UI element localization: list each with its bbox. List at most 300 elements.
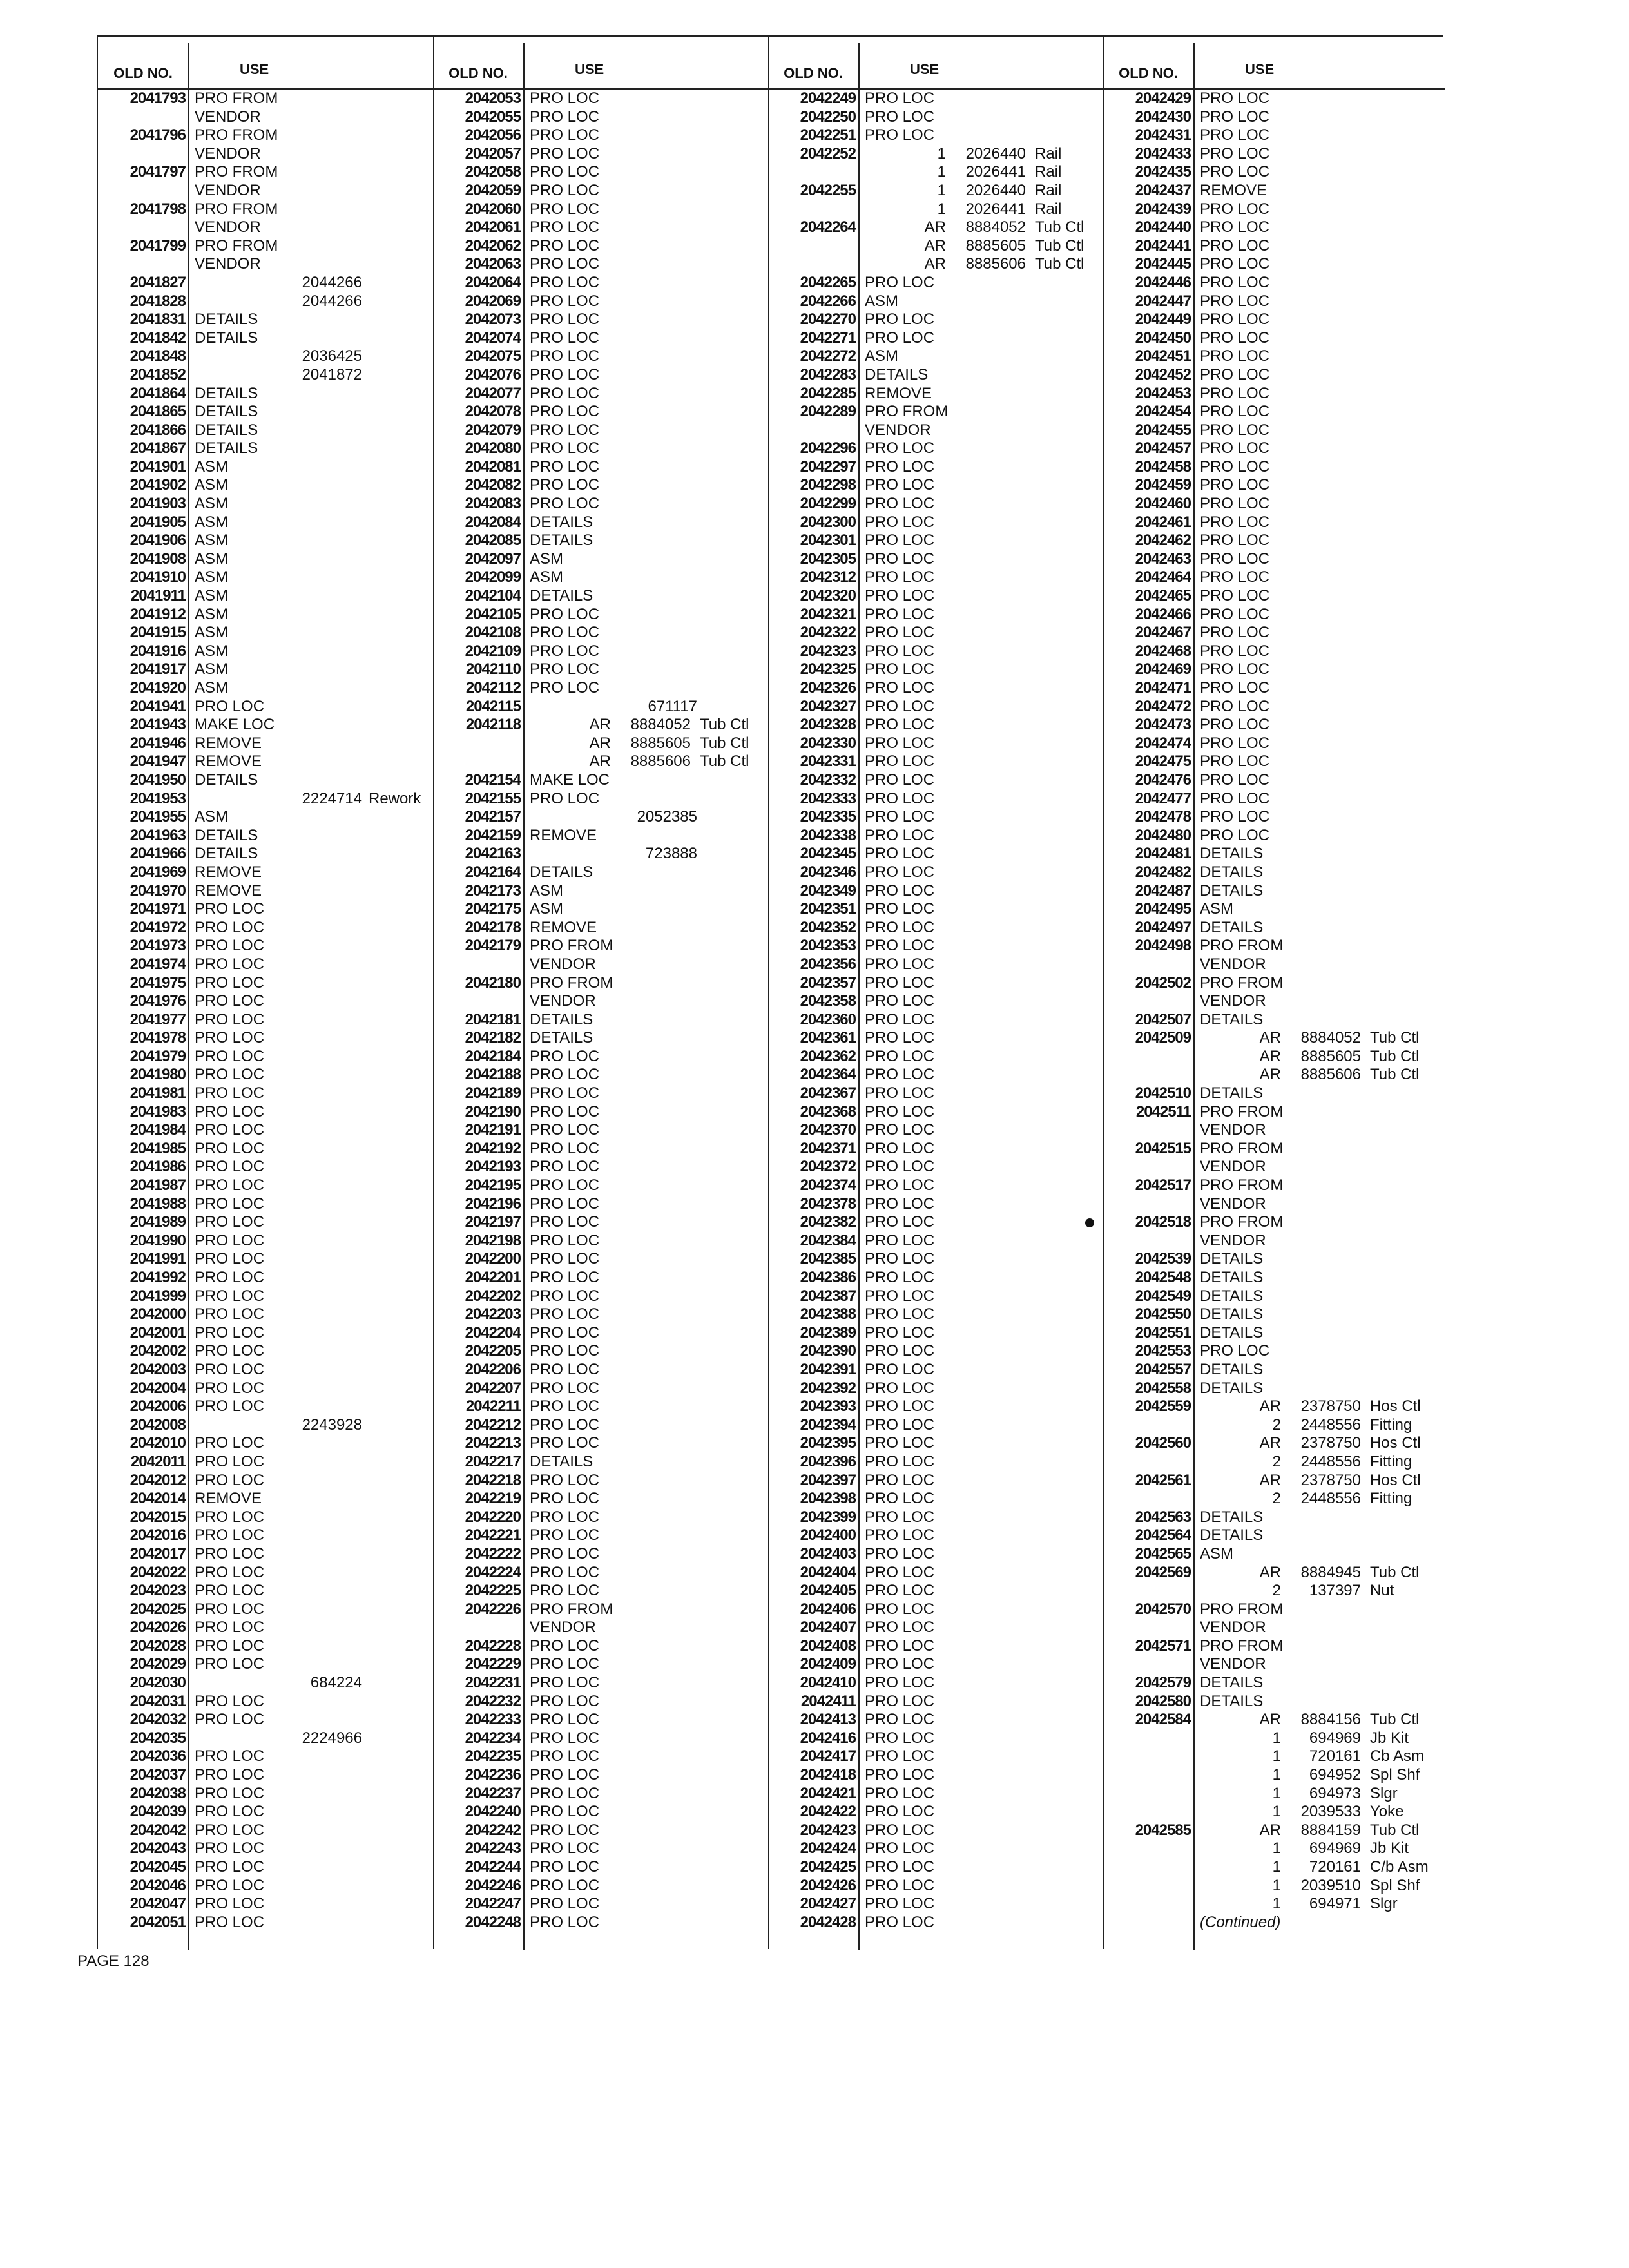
old-number: 2042073 <box>465 311 521 329</box>
use-code: PRO LOC <box>195 1213 265 1231</box>
use-code: PRO LOC <box>865 1379 935 1397</box>
part-description: Fitting <box>1370 1452 1412 1470</box>
old-number: 2042062 <box>465 236 521 255</box>
table-row <box>98 1232 433 1251</box>
use-code: DETAILS <box>195 826 258 844</box>
old-number: 2042426 <box>800 1876 856 1894</box>
use-code: PRO LOC <box>195 1711 265 1729</box>
use-code: PRO LOC <box>865 808 935 826</box>
old-number: 2042232 <box>465 1692 521 1710</box>
column-header <box>433 37 768 90</box>
table-row <box>768 1434 1103 1453</box>
use-code: ASM <box>195 808 229 826</box>
table-row <box>433 1232 768 1251</box>
old-number: 2042016 <box>130 1526 186 1544</box>
table-row <box>1103 863 1445 882</box>
table-row <box>1103 1490 1445 1508</box>
use-code: PRO LOC <box>530 439 600 457</box>
old-number: 2041908 <box>130 550 186 568</box>
use-code: PRO LOC <box>530 1269 600 1286</box>
old-number: 2041842 <box>130 329 186 347</box>
use-code: PRO LOC <box>195 1102 265 1120</box>
table-row <box>768 1877 1103 1896</box>
table-row <box>433 698 768 716</box>
use-code: PRO LOC <box>1200 734 1270 752</box>
old-number: 2041981 <box>130 1084 186 1102</box>
use-code: VENDOR <box>1200 955 1266 973</box>
use-code: PRO LOC <box>865 1895 935 1913</box>
table-row <box>433 237 768 256</box>
old-number: 2042077 <box>465 384 521 402</box>
part-description: Rail <box>1035 181 1062 199</box>
table-row <box>433 606 768 624</box>
old-number: 2042579 <box>1135 1674 1191 1692</box>
table-row <box>768 163 1103 182</box>
table-row <box>98 808 433 827</box>
header-use: USE <box>240 61 269 77</box>
table-row <box>98 1195 433 1214</box>
table-row <box>433 1287 768 1306</box>
use-code: PRO LOC <box>530 679 600 697</box>
use-code: PRO LOC <box>865 90 935 107</box>
use-code: DETAILS <box>530 587 593 605</box>
table-row <box>768 1103 1103 1122</box>
use-code: PRO LOC <box>530 1563 600 1581</box>
old-number: 2042004 <box>130 1379 186 1397</box>
use-code: PRO LOC <box>530 1139 600 1157</box>
use-code: PRO LOC <box>195 1544 265 1562</box>
table-row <box>98 1619 433 1637</box>
use-code: ASM <box>530 568 564 586</box>
use-code: PRO LOC <box>195 1434 265 1452</box>
use-code: PRO LOC <box>530 273 600 291</box>
use-code: PRO LOC <box>865 660 935 678</box>
old-number: 2042328 <box>800 716 856 734</box>
use-code: PRO LOC <box>195 1029 265 1047</box>
old-number: 2042097 <box>465 550 521 568</box>
table-row <box>768 1011 1103 1030</box>
use-code: PRO LOC <box>1200 90 1270 107</box>
old-number: 2042032 <box>130 1711 186 1729</box>
use-code: REMOVE <box>865 384 932 402</box>
table-row <box>98 956 433 974</box>
table-row <box>768 1582 1103 1600</box>
table-row <box>1103 1084 1445 1103</box>
use-code: ASM <box>195 495 229 513</box>
use-code: PRO LOC <box>1200 236 1270 255</box>
old-number: 2042481 <box>1135 845 1191 863</box>
use-code: PRO FROM <box>1200 1177 1284 1195</box>
old-number: 2041980 <box>130 1066 186 1084</box>
row-list <box>768 90 1103 1932</box>
table-row <box>433 1361 768 1379</box>
use-code: PRO LOC <box>865 1674 935 1692</box>
use-code: PRO LOC <box>195 1342 265 1360</box>
table-row <box>1103 532 1445 550</box>
table-row <box>433 514 768 532</box>
old-number: 2042204 <box>465 1323 521 1341</box>
table-row <box>98 1121 433 1140</box>
old-number: 2042451 <box>1135 347 1191 365</box>
replacement-number: 2224966 <box>302 1729 362 1747</box>
replacement-number: 2044266 <box>302 292 362 310</box>
replacement-number: 684224 <box>310 1674 362 1692</box>
old-number: 2041999 <box>130 1287 186 1305</box>
use-code: PRO LOC <box>865 716 935 734</box>
old-number: 2042220 <box>465 1508 521 1526</box>
old-number: 2041920 <box>130 679 186 697</box>
old-number: 2042173 <box>465 881 521 899</box>
table-row <box>768 790 1103 809</box>
use-code: PRO LOC <box>1200 679 1270 697</box>
use-code: VENDOR <box>1200 1231 1266 1249</box>
table-row <box>1103 1729 1445 1748</box>
table-row <box>433 366 768 385</box>
table-row <box>768 1232 1103 1251</box>
use-code: DETAILS <box>195 421 258 439</box>
table-row <box>433 624 768 642</box>
table-row <box>1103 495 1445 514</box>
old-number: 2042224 <box>465 1563 521 1581</box>
old-number: 2042455 <box>1135 421 1191 439</box>
table-row <box>1103 1158 1445 1177</box>
use-code: PRO LOC <box>865 1600 935 1618</box>
table-row <box>433 403 768 421</box>
table-row <box>768 1472 1103 1490</box>
old-number: 2042075 <box>465 347 521 365</box>
use-code: DETAILS <box>1200 1674 1264 1692</box>
table-row <box>433 882 768 901</box>
table-row <box>768 679 1103 698</box>
table-row <box>768 1895 1103 1914</box>
use-code: PRO LOC <box>865 1434 935 1452</box>
table-row <box>433 1324 768 1343</box>
part-description: Tub Ctl <box>1370 1821 1420 1839</box>
use-code: PRO LOC <box>530 126 600 144</box>
use-code: VENDOR <box>865 421 931 439</box>
old-number: 2042473 <box>1135 716 1191 734</box>
part-number: 2448556 <box>1300 1452 1361 1470</box>
table-row <box>768 385 1103 403</box>
table-row <box>1103 956 1445 974</box>
use-code: PRO LOC <box>195 1784 265 1802</box>
old-number: 2042407 <box>800 1619 856 1637</box>
use-code: PRO LOC <box>1200 753 1270 771</box>
table-row <box>98 642 433 661</box>
use-code: VENDOR <box>195 255 261 273</box>
column-3 <box>768 37 1103 1950</box>
old-number: 2042417 <box>800 1747 856 1765</box>
part-number: 8884945 <box>1300 1563 1361 1581</box>
table-row <box>768 974 1103 993</box>
old-number: 2042081 <box>465 457 521 476</box>
old-number: 2042191 <box>465 1121 521 1139</box>
table-row <box>1103 458 1445 477</box>
old-number: 2042159 <box>465 826 521 844</box>
table-row <box>98 716 433 735</box>
quantity: 1 <box>937 144 946 162</box>
old-number: 2042188 <box>465 1066 521 1084</box>
use-code: PRO LOC <box>865 1692 935 1710</box>
use-code: PRO LOC <box>865 1287 935 1305</box>
use-code: PRO FROM <box>195 163 278 181</box>
old-number: 2042450 <box>1135 329 1191 347</box>
old-number: 2042474 <box>1135 734 1191 752</box>
old-number: 2042011 <box>130 1452 186 1470</box>
table-row <box>433 735 768 753</box>
table-row <box>1103 1564 1445 1582</box>
old-number: 2042055 <box>465 108 521 126</box>
old-number: 2042428 <box>800 1913 856 1931</box>
table-row <box>1103 716 1445 735</box>
table-row <box>768 1858 1103 1877</box>
use-code: PRO LOC <box>195 992 265 1010</box>
table-row <box>98 1637 433 1656</box>
quantity: 2 <box>1272 1490 1281 1508</box>
quantity: AR <box>1259 1398 1281 1416</box>
table-row <box>98 1472 433 1490</box>
old-number: 2042558 <box>1135 1379 1191 1397</box>
old-number: 2042255 <box>800 181 856 199</box>
old-number: 2042198 <box>465 1231 521 1249</box>
table-row <box>98 1158 433 1177</box>
table-row <box>98 1213 433 1232</box>
table-row <box>768 1361 1103 1379</box>
use-code: PRO LOC <box>530 1084 600 1102</box>
old-number: 2042480 <box>1135 826 1191 844</box>
use-code: REMOVE <box>195 753 262 771</box>
old-number: 2042413 <box>800 1711 856 1729</box>
use-code: PRO LOC <box>530 1434 600 1452</box>
old-number: 2042387 <box>800 1287 856 1305</box>
old-number: 2042244 <box>465 1858 521 1876</box>
table-row <box>433 182 768 200</box>
table-row <box>433 532 768 550</box>
old-number: 2042228 <box>465 1637 521 1655</box>
table-row <box>1103 237 1445 256</box>
old-number: 2042299 <box>800 495 856 513</box>
use-code: PRO LOC <box>865 550 935 568</box>
table-row <box>1103 1895 1445 1914</box>
table-row <box>433 1011 768 1030</box>
table-row <box>98 293 433 311</box>
table-row <box>433 1729 768 1748</box>
old-number: 2042074 <box>465 329 521 347</box>
old-number: 2042335 <box>800 808 856 826</box>
use-code: PRO LOC <box>865 918 935 936</box>
use-code: PRO LOC <box>195 1047 265 1065</box>
use-code: PRO LOC <box>1200 642 1270 660</box>
use-code: PRO LOC <box>530 1471 600 1489</box>
table-row <box>1103 1305 1445 1324</box>
use-code: VENDOR <box>1200 1655 1266 1673</box>
table-row <box>1103 845 1445 863</box>
old-number: 2042265 <box>800 273 856 291</box>
table-row <box>768 1564 1103 1582</box>
use-code: ASM <box>195 660 229 678</box>
use-code: PRO LOC <box>865 1876 935 1894</box>
header-use: USE <box>910 61 940 77</box>
quantity: AR <box>589 753 611 771</box>
table-row <box>768 1600 1103 1619</box>
old-number: 2042200 <box>465 1250 521 1268</box>
old-number: 2042063 <box>465 255 521 273</box>
use-code: PRO LOC <box>865 734 935 752</box>
use-code: PRO LOC <box>865 1729 935 1747</box>
table-row <box>768 863 1103 882</box>
use-code: PRO LOC <box>530 108 600 126</box>
use-code: DETAILS <box>1200 1323 1264 1341</box>
table-row <box>1103 1066 1445 1084</box>
use-code: PRO LOC <box>195 1895 265 1913</box>
table-row <box>768 1711 1103 1729</box>
old-number: 2042014 <box>130 1490 186 1508</box>
part-number: 720161 <box>1309 1858 1361 1876</box>
use-code: PRO LOC <box>1200 311 1270 329</box>
part-number: 2026441 <box>965 163 1026 181</box>
table-row <box>1103 1213 1445 1232</box>
table-row <box>98 698 433 716</box>
quantity: AR <box>589 716 611 734</box>
old-number: 2042390 <box>800 1342 856 1360</box>
table-row <box>98 1840 433 1858</box>
table-row <box>768 1084 1103 1103</box>
use-code: PRO LOC <box>865 753 935 771</box>
use-code: PRO LOC <box>865 1084 935 1102</box>
old-number: 2042212 <box>465 1416 521 1434</box>
table-row <box>433 1747 768 1766</box>
table-row <box>98 1711 433 1729</box>
table-row <box>433 974 768 993</box>
table-row <box>98 1526 433 1545</box>
old-number: 2041979 <box>130 1047 186 1065</box>
old-number: 2042247 <box>465 1895 521 1913</box>
table-row <box>98 90 433 108</box>
use-code: PRO LOC <box>1200 421 1270 439</box>
use-code: PRO LOC <box>530 255 600 273</box>
old-number: 2042403 <box>800 1544 856 1562</box>
use-code: PRO LOC <box>530 1121 600 1139</box>
table-row <box>98 992 433 1011</box>
old-number: 2041906 <box>130 532 186 550</box>
table-row <box>433 642 768 661</box>
old-number: 2042243 <box>465 1840 521 1858</box>
table-row <box>433 1766 768 1785</box>
old-number: 2041974 <box>130 955 186 973</box>
old-number: 2042184 <box>465 1047 521 1065</box>
old-number: 2042012 <box>130 1471 186 1489</box>
old-number: 2042301 <box>800 532 856 550</box>
table-row <box>768 1177 1103 1195</box>
old-number: 2042061 <box>465 218 521 236</box>
old-number: 2041970 <box>130 881 186 899</box>
old-number: 2042225 <box>465 1582 521 1600</box>
table-row <box>433 1250 768 1269</box>
old-number: 2042421 <box>800 1784 856 1802</box>
use-code: DETAILS <box>1200 918 1264 936</box>
use-code: PRO LOC <box>530 789 600 807</box>
part-description: Tub Ctl <box>700 716 749 734</box>
old-number: 2042115 <box>465 697 521 715</box>
old-number: 2042477 <box>1135 789 1191 807</box>
header-old-no: OLD NO. <box>1119 65 1178 81</box>
use-code: PRO LOC <box>195 1139 265 1157</box>
old-number: 2041969 <box>130 863 186 881</box>
table-row <box>433 679 768 698</box>
table-row <box>98 1048 433 1066</box>
part-number: 720161 <box>1309 1747 1361 1765</box>
old-number: 2042549 <box>1135 1287 1191 1305</box>
table-row <box>768 937 1103 956</box>
use-code: PRO LOC <box>1200 144 1270 162</box>
part-description: Nut <box>1370 1582 1394 1600</box>
table-row <box>1103 1600 1445 1619</box>
old-number: 2042561 <box>1135 1471 1191 1489</box>
old-number: 2041943 <box>130 716 186 734</box>
table-row <box>1103 255 1445 274</box>
use-code: PRO LOC <box>865 1858 935 1876</box>
table-row <box>433 1508 768 1527</box>
part-number: 694973 <box>1309 1784 1361 1802</box>
table-row <box>433 1379 768 1398</box>
use-code: PRO LOC <box>865 1471 935 1489</box>
table-row <box>1103 698 1445 716</box>
table-row <box>98 1305 433 1324</box>
table-row <box>98 568 433 587</box>
old-number: 2042404 <box>800 1563 856 1581</box>
table-row <box>98 1655 433 1674</box>
table-row <box>768 1508 1103 1527</box>
table-row <box>1103 1785 1445 1803</box>
quantity: 1 <box>1272 1766 1281 1784</box>
table-row <box>1103 1508 1445 1527</box>
table-row <box>433 1453 768 1472</box>
old-number: 2042002 <box>130 1342 186 1360</box>
column-separator <box>1103 37 1104 1949</box>
use-code: DETAILS <box>865 365 929 383</box>
use-code: VENDOR <box>195 144 261 162</box>
table-row <box>1103 1121 1445 1140</box>
table-row <box>433 919 768 937</box>
use-code: PRO LOC <box>865 1398 935 1416</box>
table-row <box>1103 642 1445 661</box>
table-row <box>433 293 768 311</box>
use-code: DETAILS <box>1200 1084 1264 1102</box>
use-code: ASM <box>530 550 564 568</box>
table-row <box>98 1269 433 1287</box>
old-number: 2042192 <box>465 1139 521 1157</box>
table-row <box>433 476 768 495</box>
use-code: PRO LOC <box>1200 826 1270 844</box>
table-row <box>768 1747 1103 1766</box>
use-code: PRO LOC <box>195 1600 265 1618</box>
table-row <box>768 753 1103 771</box>
old-number: 2042037 <box>130 1766 186 1784</box>
table-row <box>768 1766 1103 1785</box>
old-number: 2042569 <box>1135 1563 1191 1581</box>
use-code: PRO LOC <box>865 1010 935 1028</box>
table-row <box>433 1490 768 1508</box>
table-row <box>433 108 768 127</box>
table-row <box>433 1472 768 1490</box>
old-number: 2041905 <box>130 513 186 531</box>
old-number: 2042551 <box>1135 1323 1191 1341</box>
old-number: 2042553 <box>1135 1342 1191 1360</box>
old-number: 2041983 <box>130 1102 186 1120</box>
quantity: AR <box>1259 1066 1281 1084</box>
table-row <box>433 808 768 827</box>
table-row <box>98 974 433 993</box>
